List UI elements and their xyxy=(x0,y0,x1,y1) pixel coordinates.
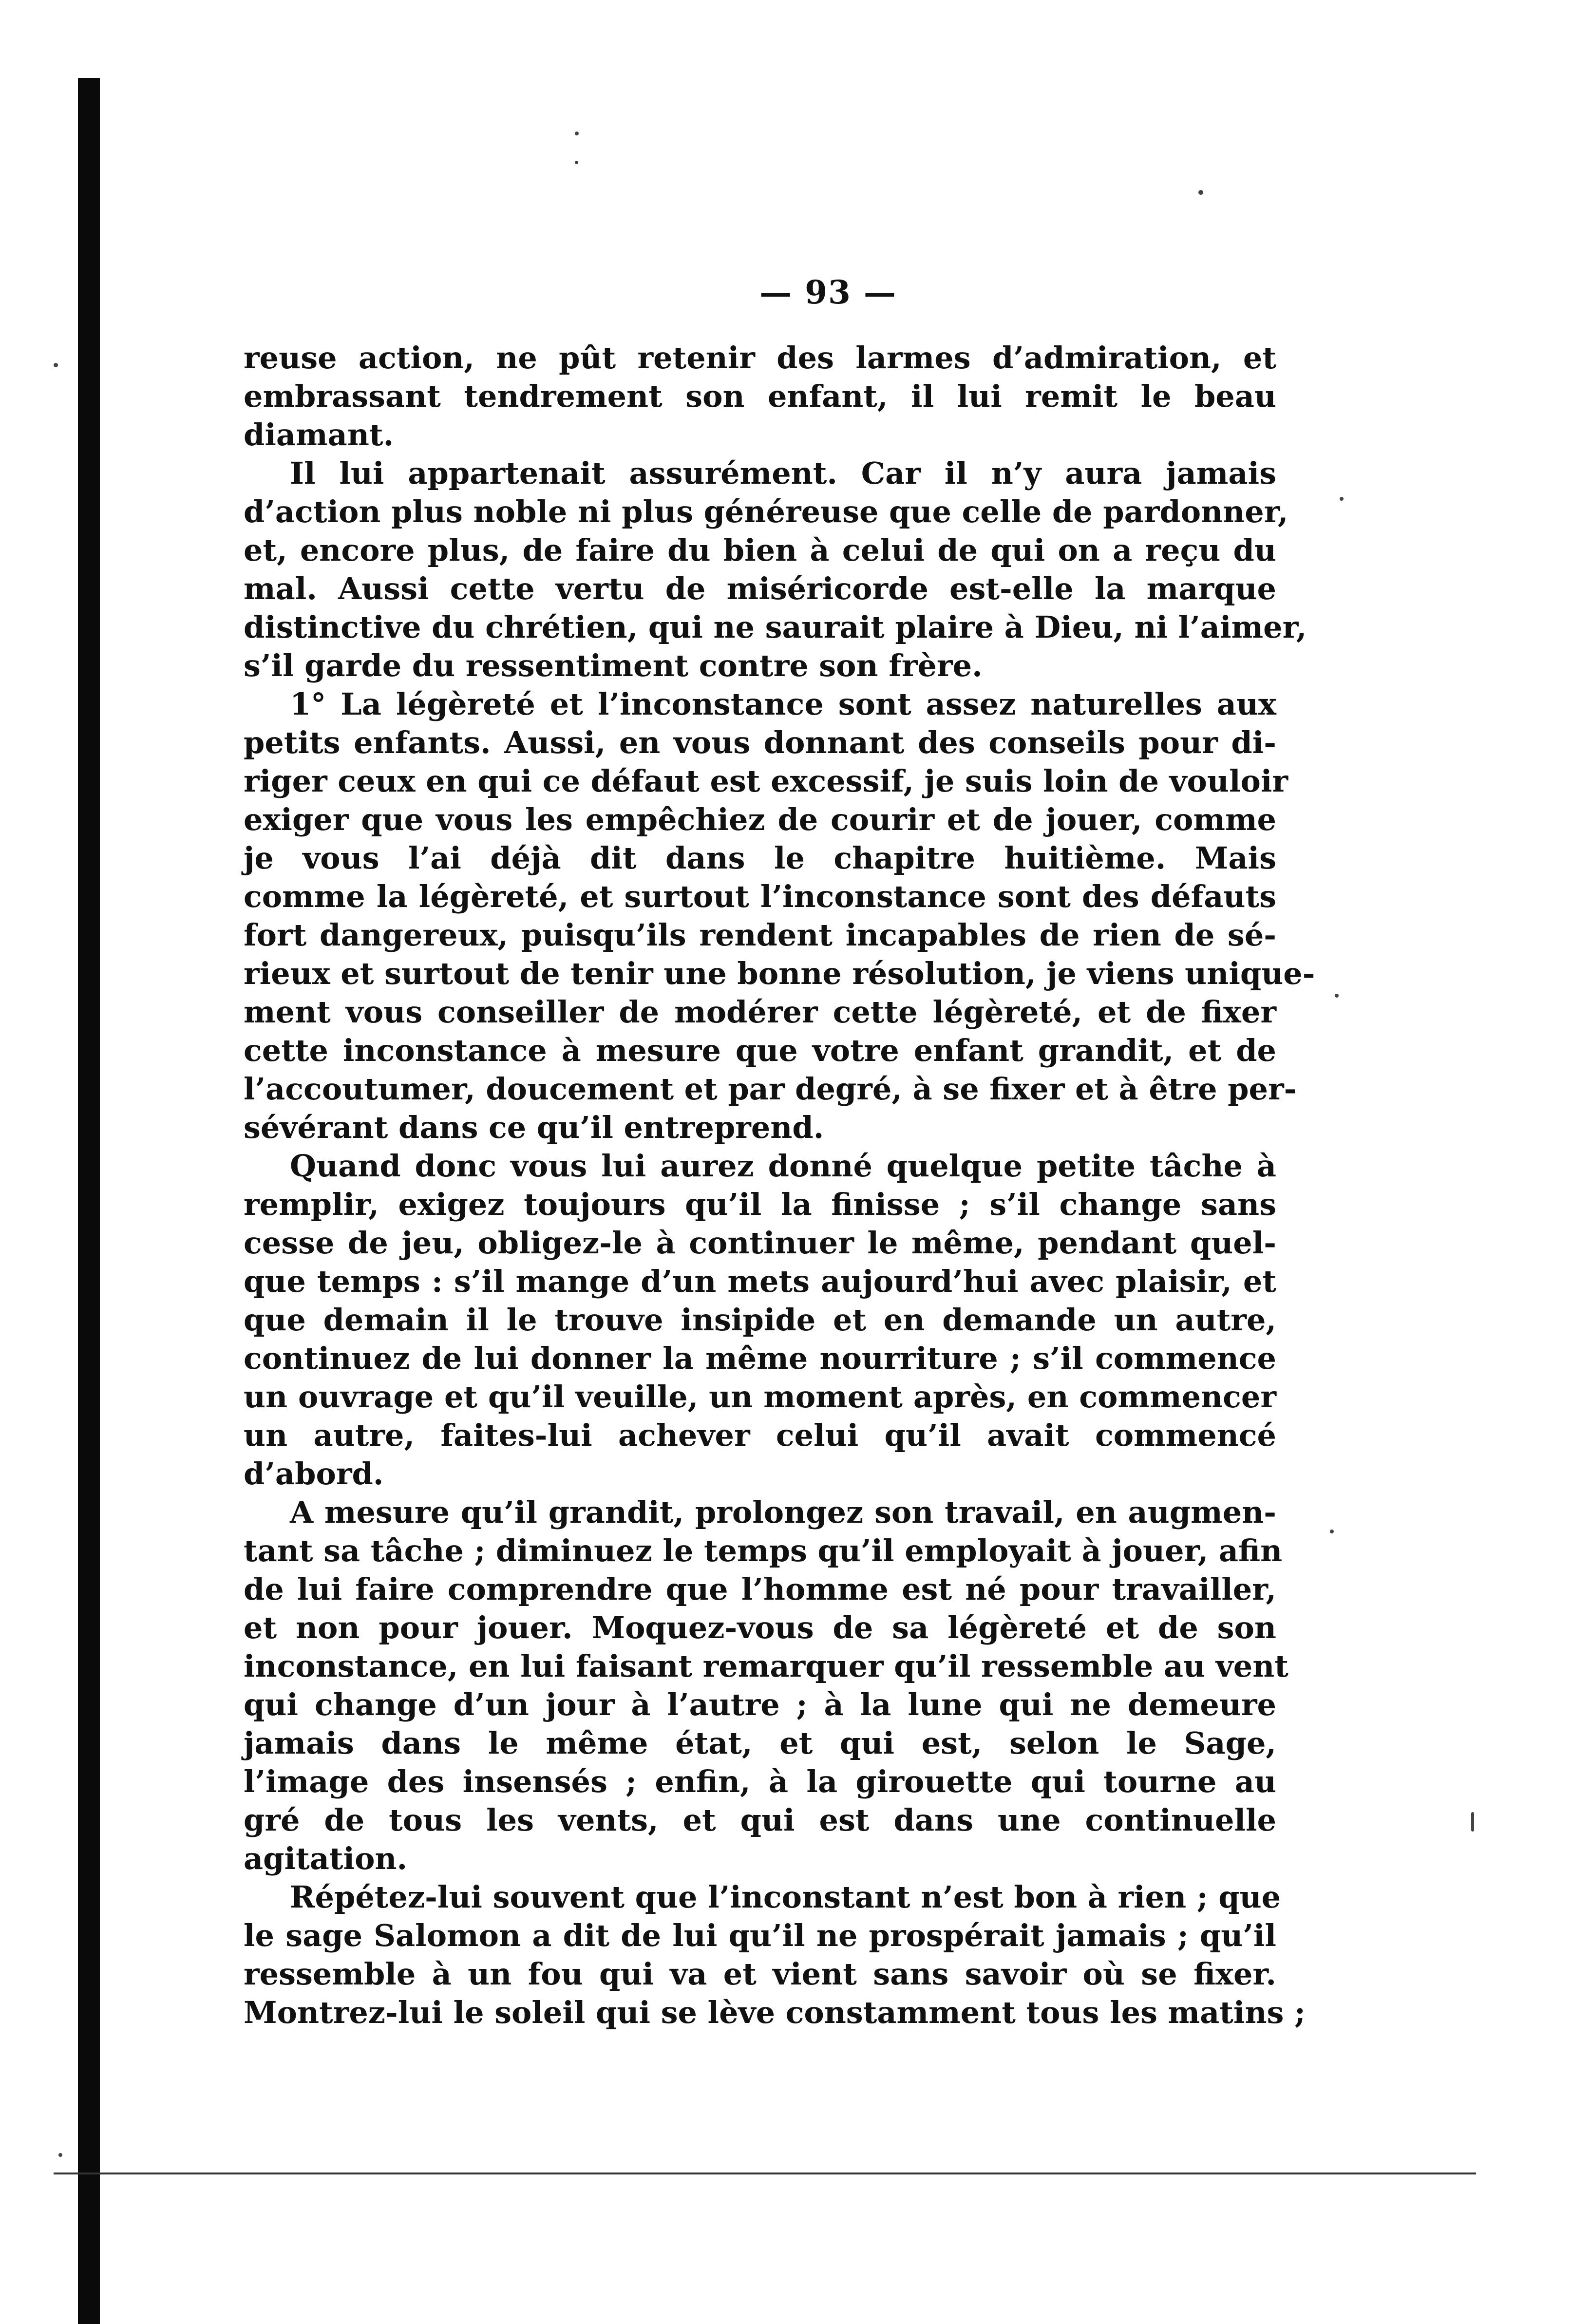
text-line: d’action plus noble ni plus généreuse que celle de pardonner, xyxy=(244,494,1288,529)
text-line: exiger que vous les empêchiez de courir et de jouer, comme xyxy=(244,802,1276,837)
paragraph xyxy=(244,339,1276,454)
body-text xyxy=(244,339,1315,2032)
paragraph xyxy=(244,1147,1276,1493)
text-line: ment vous conseiller de modérer cette légèreté, et de fixer xyxy=(244,994,1276,1030)
paragraph xyxy=(244,454,1307,685)
text-line: s’il garde du ressentiment contre son frère. xyxy=(244,648,983,683)
text-line: l’accoutumer, doucement et par degré, à se fixer et à être per- xyxy=(244,1071,1297,1107)
text-line: ressemble à un fou qui va et vient sans savoir où se fixer. xyxy=(244,1956,1276,1992)
scan-bottom-rule xyxy=(54,2173,1476,2174)
paragraph xyxy=(244,1493,1288,1878)
text-line: Il lui appartenait assurément. Car il n’y aura jamais xyxy=(290,455,1276,491)
paragraph xyxy=(244,1878,1306,2032)
text-line: et, encore plus, de faire du bien à celui de qui on a reçu du xyxy=(244,532,1276,568)
text-line: Répétez-lui souvent que l’inconstant n’est bon à rien ; que xyxy=(290,1879,1281,1915)
scan-binding-shadow xyxy=(78,78,100,2324)
text-line: un autre, faites-lui achever celui qu’il avait commencé xyxy=(244,1417,1276,1453)
scan-speck xyxy=(575,132,579,135)
text-line: cette inconstance à mesure que votre enfant grandit, et de xyxy=(244,1033,1276,1068)
text-line: je vous l’ai déjà dit dans le chapitre huitième. Mais xyxy=(244,840,1276,876)
text-line: cesse de jeu, obligez-le à continuer le même, pendant quel- xyxy=(244,1225,1276,1261)
paragraph xyxy=(244,685,1315,1147)
text-line: agitation. xyxy=(244,1841,408,1876)
scan-speck xyxy=(54,363,58,367)
text-line: un ouvrage et qu’il veuille, un moment après, en commencer xyxy=(244,1379,1276,1415)
text-line: de lui faire comprendre que l’homme est né pour travailler, xyxy=(244,1571,1276,1607)
text-line: sévérant dans ce qu’il entreprend. xyxy=(244,1110,824,1145)
text-line: qui change d’un jour à l’autre ; à la lune qui ne demeure xyxy=(244,1687,1276,1722)
scan-speck xyxy=(58,2153,62,2157)
text-line: que demain il le trouve insipide et en demande un autre, xyxy=(244,1302,1276,1338)
text-line: gré de tous les vents, et qui est dans une continuelle xyxy=(244,1802,1276,1838)
text-line: inconstance, en lui faisant remarquer qu’il ressemble au vent xyxy=(244,1648,1288,1684)
text-line: le sage Salomon a dit de lui qu’il ne prospérait jamais ; qu’il xyxy=(244,1918,1276,1953)
text-line: Montrez-lui le soleil qui se lève constamment tous les matins ; xyxy=(244,1995,1306,2030)
page-number: — 93 — xyxy=(759,273,897,311)
scan-speck xyxy=(1340,497,1344,501)
text-line: diamant. xyxy=(244,417,394,453)
text-line: mal. Aussi cette vertu de miséricorde est-elle la marque xyxy=(244,571,1276,606)
text-line: petits enfants. Aussi, en vous donnant des conseils pour di- xyxy=(244,725,1276,760)
scan-speck xyxy=(1330,1530,1334,1533)
text-line: continuez de lui donner la même nourriture ; s’il commence xyxy=(244,1341,1276,1376)
text-line: comme la légèreté, et surtout l’inconstance sont des défauts xyxy=(244,879,1276,914)
text-line: A mesure qu’il grandit, prolongez son travail, en augmen- xyxy=(290,1494,1276,1530)
text-line: remplir, exigez toujours qu’il la finisse ; s’il change sans xyxy=(244,1187,1276,1222)
text-line: jamais dans le même état, et qui est, selon le Sage, xyxy=(244,1725,1276,1761)
document-page xyxy=(244,265,1315,2032)
scan-speck xyxy=(575,161,578,164)
text-line: l’image des insensés ; enfin, à la girouette qui tourne au xyxy=(244,1764,1276,1799)
text-line: d’abord. xyxy=(244,1456,384,1492)
text-line: embrassant tendrement son enfant, il lui remit le beau xyxy=(244,378,1276,414)
text-line: reuse action, ne pût retenir des larmes d’admiration, et xyxy=(244,340,1276,376)
text-line: Quand donc vous lui aurez donné quelque petite tâche à xyxy=(290,1148,1276,1184)
text-line: distinctive du chrétien, qui ne saurait plaire à Dieu, ni l’aimer, xyxy=(244,609,1307,645)
text-line: rieux et surtout de tenir une bonne résolution, je viens unique- xyxy=(244,956,1315,991)
scan-speck xyxy=(1471,1812,1474,1832)
text-line: que temps : s’il mange d’un mets aujourd’hui avec plaisir, et xyxy=(244,1264,1276,1299)
scan-speck xyxy=(1198,190,1203,195)
text-line: et non pour jouer. Moquez-vous de sa légèreté et de son xyxy=(244,1610,1276,1645)
text-line: 1° La légèreté et l’inconstance sont assez naturelles aux xyxy=(290,686,1276,722)
text-line: riger ceux en qui ce défaut est excessif, je suis loin de vouloir xyxy=(244,763,1288,799)
text-line: fort dangereux, puisqu’ils rendent incapables de rien de sé- xyxy=(244,917,1276,953)
text-line: tant sa tâche ; diminuez le temps qu’il employait à jouer, afin xyxy=(244,1533,1283,1568)
scan-speck xyxy=(1335,994,1339,998)
